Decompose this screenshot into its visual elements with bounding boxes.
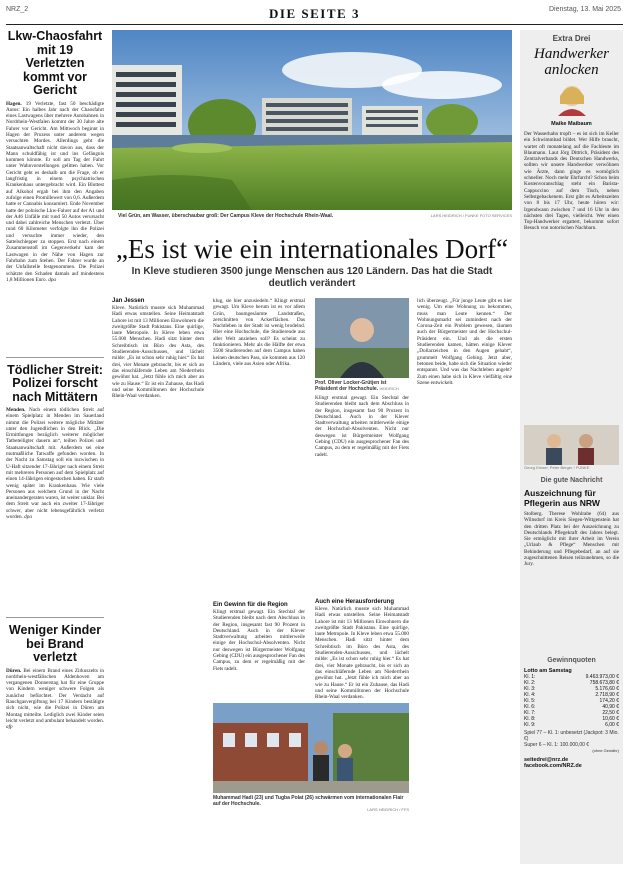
headline-brand: Weniger Kinder bei Brand verletzt bbox=[8, 623, 102, 664]
main-col-4 bbox=[417, 298, 512, 698]
lotto-payout: 6,00 € bbox=[605, 722, 619, 728]
main-story bbox=[112, 30, 512, 858]
lotto-payout: 2.718,90 € bbox=[595, 692, 619, 698]
crosshead: Auch eine Herausforderung bbox=[315, 599, 395, 605]
students-illustration bbox=[213, 703, 409, 793]
column-text: Der Wasserhahn tropft – es ist sich im Keller ein Schwimmbad bildet. Wer Hilfe braucht, wartet oft monatelang auf die Fachleute im Blaumann. Laut Jörg Dittrich, Präsident des Zentralverbands des Deutschen Handwerks, sollten wir unsere Handwerker verwöhnen wie Ärzte, dann ginge es womöglich schneller. Noch mehr Ehrfurcht? Schon beim Kostenvoranschlag steht ein Barista-Cappuccino auf dem Tisch, neben Selbstgebackenem. Erst gibt es Arbeitszeiten von 8 bis 17 Uhr, heute hören wir: Irgendwann zwischen 7 und 16 Uhr in den nächsten drei Tagen, vielleicht. Wer einen Top-Handwerker ergattert, bekommt sofort Besuch von notorischen Nachbarn. bbox=[524, 131, 619, 232]
photo-credit: LARS HEIDRICH / FUNKE FOTO SERVICES bbox=[430, 213, 512, 218]
lotto-class: Kl. 4: bbox=[524, 692, 536, 698]
article-text: Bei einem Brand eines Zirkuszelts in nordrhein-westfälischen Aldenhoven am vergangenen Donnerstag hat für eine Gruppe von Kindern weniger schwere Folgen als zunächst befürchtet. Der Verdacht auf Rauchgasvergiftung bei 17 Kindern bestätigte sich nicht, wie die Polizei in Düren am Montag mitteilte. Lediglich zwei Kinder seien leicht verletzt und ambulant behandelt worden. bbox=[6, 667, 104, 724]
article-menden bbox=[6, 407, 104, 611]
lotto-class: Kl. 1: bbox=[524, 674, 536, 680]
inset-photo bbox=[315, 298, 409, 378]
lotto-row bbox=[524, 722, 619, 728]
author-name: Maike Maibaum bbox=[551, 121, 592, 127]
author-illustration bbox=[552, 82, 592, 116]
campus-illustration bbox=[112, 30, 512, 210]
good-news-text: Stolberg. Therese Wohlrabe (64) aus Wilnsdorf im Kreis Siegen-Wittgenstein hat den dritten Platz bei der Auszeichnung zu Deutschlands Pflegekraft des Jahres belegt. Sie ermöglicht mit ihrer Arbeit im Verein „Urlaub & Pflege“ Menschen mit Behinderung und Pflegebedarf, an auf sie zugeschnittenen Reisen teilzunehmen, so die Jury. bbox=[524, 511, 619, 568]
portrait-illustration bbox=[315, 298, 409, 378]
main-headline: „Es ist wie ein internationales Dorf“ bbox=[115, 234, 509, 264]
disclaimer: (ohne Gewähr) bbox=[592, 748, 619, 753]
dateline: Hagen. bbox=[6, 100, 22, 107]
author-name: Jan Jessen bbox=[112, 298, 145, 304]
photo-caption: Viel Grün, am Wasser, überschaubar groß: Der Campus Kleve der Hochschule Rhein-Waal. bbox=[118, 213, 334, 219]
lotto-class: Kl. 5: bbox=[524, 698, 536, 704]
good-news-kicker: Die gute Nachricht bbox=[540, 477, 603, 484]
main-article-body bbox=[112, 298, 512, 858]
students-photo bbox=[213, 703, 409, 793]
crosshead: Ein Gewinn für die Region bbox=[213, 602, 288, 608]
lotto-class: Kl. 7: bbox=[524, 710, 536, 716]
lotto-payout: 5.176,60 € bbox=[595, 686, 619, 692]
article-text: 19 Verletzte, fast 50 beschädigte Autos: Ein halbes Jahr nach der Chaosfahrt eines Lastwagens über mehrere Autobahnen in Nordrhein-Westfalen kommt der 30 Jahre alte Fahrer vor Gericht. Am Mittwoch beginnt in Hagen der Prozess unter anderem wegen versuchten Mordes. Allerdings geht die Staatsanwaltschaft nicht davon aus, dass der Mann schuldfähig ist und ins Gefängnis kommen könnte. Er soll am Tag der Fahrt unter Wahnvorstellungen gelitten haben. Vor Gericht geht es deshalb um die Frage, ob er langfristig in einem psychiatrischen Krankenhaus untergebracht wird. Ein Bluttest auf Alkohol ergab bei ihm den Angaben zufolge einen Promillewert von 0,6. Außerdem hatte er Cannabis konsumiert. Ende November hatte der polnische Lkw-Fahrer auf der A1 und der A46 Unfälle mit rund 50 Autos verursacht und dabei zahlreiche Menschen verletzt. Über rund 60 Kilometer verfolgte ihn die Polizei und versuchte immer wieder, den Sattelschlepper zu stoppen. Erst nach einem Zusammenstoß im Gegenverkehr kam der Lastwagen in der Nähe von Hagen zur Fahrbahn zum Stehen. Der Fahrer wurde an der Unfallstelle festgenommen. Die Polizei schätzte den Schaden damals auf mindestens 1,8 Millionen Euro. bbox=[6, 100, 104, 283]
lotto-payout: 9.463.973,00 € bbox=[585, 674, 619, 680]
inset-credit: HEIDRICH bbox=[379, 386, 399, 391]
lotto-title: Lotto am Samstag bbox=[524, 668, 572, 674]
inset-caption-text: Prof. Oliver Locker-Grütjen ist Präsident der Hochschule. bbox=[315, 380, 387, 392]
small-photo bbox=[524, 425, 619, 465]
lotto-class: Kl. 6: bbox=[524, 704, 536, 710]
col-text: Klingt erstmal gewagt. Ein Stechtal der Studierenden bleibt nach dem Abschluss in der Region, insgesamt fast 90 Prozent in Deutschland. Auch in der Klever Stadtverwaltung arbeiten mittlerweile einige der Hochschul-Absolventen. Nicht nur deswegen ist Bürgermeister Wolfgang Gebing (CDU) ein ausgesprochener Fan des Campus, zu dem er regelmäßig mit der Fiets radelt. bbox=[315, 395, 409, 458]
article-lkw bbox=[6, 101, 104, 351]
lotto-class: Kl. 3: bbox=[524, 686, 536, 692]
main-col-3 bbox=[315, 298, 409, 701]
divider bbox=[6, 357, 104, 358]
good-news-title: Auszeichnung für Pflegerin aus NRW bbox=[524, 488, 600, 508]
column-title: Handwerker anlocken bbox=[534, 46, 609, 78]
right-sidebar bbox=[520, 30, 623, 864]
lotto-table bbox=[524, 674, 619, 728]
col-text: Kleve. Natürlich musste sich Muhammad Hadi etwas umstellen. Seine Heimatstadt Lahore ist mit 13 Millionen Einwohnern die zweitgrößte Stadt Pakistans. Eine quirlige, laute Metropole. In Kleve leben etwa 55.000 Menschen. Hadi sitzt hinter dem Schreibtisch im Büro des Asta, des Studierenden-Ausschusses, und lächelt milde: „Es ist schon sehr ruhig hier.“ Es hat drei, vier Monate gebraucht, bis er sich an das einschläfernde Leben am Niederrhein gewöhnt hat. „Jetzt fühle ich mich aber an wie zu Hause.“ Er ist ein Zuhause, das Hadi und seine Kommilitonen der Hochschule Rhein-Waal verdanken. bbox=[315, 606, 409, 701]
edition-label: NRZ_2 bbox=[6, 6, 29, 13]
left-news-column bbox=[6, 30, 104, 798]
page-header bbox=[0, 0, 629, 28]
super6: Super 6 – Kl. 1: 100.000,00 € bbox=[524, 742, 590, 748]
lotto-payout: 22,50 € bbox=[602, 710, 619, 716]
article-brand bbox=[6, 668, 104, 798]
headline-lkw: Lkw-Chaosfahrt mit 19 Verletzten kommt vor Gericht bbox=[7, 29, 103, 97]
lotto-payout: 10,60 € bbox=[602, 716, 619, 722]
lotto-class: Kl. 8: bbox=[524, 716, 536, 722]
lotto-payout: 40,90 € bbox=[602, 704, 619, 710]
main-col-1 bbox=[112, 298, 204, 705]
column-kicker: Extra Drei bbox=[552, 34, 591, 43]
lotto-class: Kl. 9: bbox=[524, 722, 536, 728]
col-text: Klingt erstmal gewagt. Ein Stechtal der Studierenden bleibt nach dem Abschluss in der Region, insgesamt fast 90 Prozent in Deutschland. Auch in der Klever Stadtverwaltung arbeiten mittlerweile einige der Hochschul-Absolventen. Nicht nur deswegen ist Bürgermeister Wolfgang Gebing (CDU) ein ausgesprochener Fan des Campus, zu dem er regelmäßig mit der Fiets radelt. bbox=[213, 609, 305, 672]
people-illustration bbox=[524, 425, 619, 465]
photo-caption-row bbox=[112, 210, 512, 222]
dateline: Menden. bbox=[6, 407, 26, 413]
contact-email[interactable]: seitedrei@nrz.de bbox=[524, 757, 569, 763]
dateline: Düren. bbox=[6, 667, 22, 674]
main-subheadline: In Kleve studieren 3500 junge Menschen aus 120 Ländern. Das hat die Stadt deutlich verändert bbox=[131, 266, 493, 289]
gewinnquoten-title: Gewinnquoten bbox=[547, 657, 596, 664]
photo-credit: Georg Emser, Peter Berger / FUNKE bbox=[524, 465, 590, 470]
campus-photo bbox=[112, 30, 512, 210]
col-text: Kleve. Natürlich musste sich Muhammad Hadi etwas umstellen. Seine Heimatstadt Lahore ist mit 13 Millionen Einwohnern die zweitgrößte Stadt Pakistans. Eine quirlige, laute Metropole. In Kleve leben etwa 55.000 Menschen. Hadi sitzt hinter dem Schreibtisch im Büro des Asta, des Studierenden-Ausschusses, und lächelt milde: „Es ist schon sehr ruhig hier.“ Es hat drei, vier Monate gebraucht, bis er sich an das einschläfernde Leben am Niederrhein gewöhnt hat. „Jetzt fühle ich mich aber an wie zu Hause.“ Er ist ein Zuhause, das Hadi und seine Kommilitonen der Hochschule Rhein-Waal verdanken. bbox=[112, 305, 204, 400]
agency-tag: dpa bbox=[48, 276, 56, 283]
spiel77: Spiel 77 – Kl. 1: unbesetzt (Jackpot: 3 Mio. €) bbox=[524, 730, 619, 742]
agency-tag: afp bbox=[6, 724, 13, 731]
lotto-payout: 174,20 € bbox=[599, 698, 619, 704]
bottom-credit: LARS HEIDRICH / FFS bbox=[367, 807, 409, 812]
lotto-class: Kl. 2: bbox=[524, 680, 536, 686]
bottom-caption: Muhammad Hadi (23) und Tugba Polat (26) schwärmen vom internationalen Flair auf der Hochschule. bbox=[213, 795, 404, 807]
main-col-2 bbox=[213, 298, 305, 694]
headline-menden: Tödlicher Streit: Polizei forscht nach Mittätern bbox=[7, 362, 103, 404]
article-text: Nach einem tödlichen Streit auf einem Spielplatz in Menden im Sauerland nimmt die Polizei weitere mögliche Mittäter unter den Jugendlichen in den Blick. „Die Ermittlungen bezüglich weiterer möglicher Tatbeteiligter dauern an“, teilten Polizei und Staatsanwaltschaft mit. Außerdem sei eine mutmaßliche Tatwaffe gefunden worden. In der Nacht zu Samstag soll ein inzwischen in U-Haft sitzender 17-Jähriger nach einem Streit mit mehreren Personen auf dem Spielplatz auf einen 14-Jährigen eingestochen haben. Er starb wenig später im Krankenhaus. Wie viele Personen aus welchem Grund in der Nacht aneinandergeraten waren, ist weiter unklar. Bei dem Streit war auch ein zweiter 17-Jähriger schwer, aber nicht lebensgefährlich verletzt worden. bbox=[6, 407, 105, 521]
header-rule bbox=[6, 24, 623, 25]
issue-date: Dienstag, 13. Mai 2025 bbox=[549, 6, 621, 13]
bottom-photo-block bbox=[213, 703, 409, 813]
divider bbox=[6, 617, 104, 618]
agency-tag: dpa bbox=[24, 514, 32, 521]
author-portrait bbox=[524, 82, 619, 121]
section-title: DIE SEITE 3 bbox=[269, 6, 360, 21]
col-text: lich überzeugt. „Für junge Leute gibt es hier wenig. Um eine Wohnung zu bekommen, muss man Leute kennen.“ Der Wohnungsmarkt sei zumindest nach der Corona-Zeit ein Problem gewesen, räumen auch der Bürgermeister und der Hochschul-Präsident ein. Und als die ersten Studierenden kamen, hätten einige Klever „Dollarzeichen in den Augen gehabt“, grummelt Wolfgang Gebing. Jetzt aber, betonen beide, habe sich die Situation wieder entspannt. Und was das Nachtleben angeht? Zum einen habe sich in Kleve vielfältig eine Szene entwickelt. bbox=[417, 298, 512, 386]
contact-facebook[interactable]: facebook.com/NRZ.de bbox=[524, 763, 582, 769]
col-text: klug, sie hier anzusiedeln.“ Klingt erstmal gewagt. Um Kleve herum ist es vor allem Grün, baumgesäumte Landstraßen, zerschnitten von Ackerflächen. Das Nachtleben in der Stadt ist wenig brodelnd. Hier eine Hochschule, die Studierende aus aller Welt anziehen soll? Es scheint zu funktionieren. Mehr als die Hälfte der etwa 3500 Studierenden auf dem Campus haben keinen deutschen Pass, sie kommen aus 120 Ländern, viele aus Asien oder Afrika. bbox=[213, 298, 305, 367]
inset-caption bbox=[315, 380, 409, 392]
lotto-payout: 758.673,80 € bbox=[589, 680, 619, 686]
